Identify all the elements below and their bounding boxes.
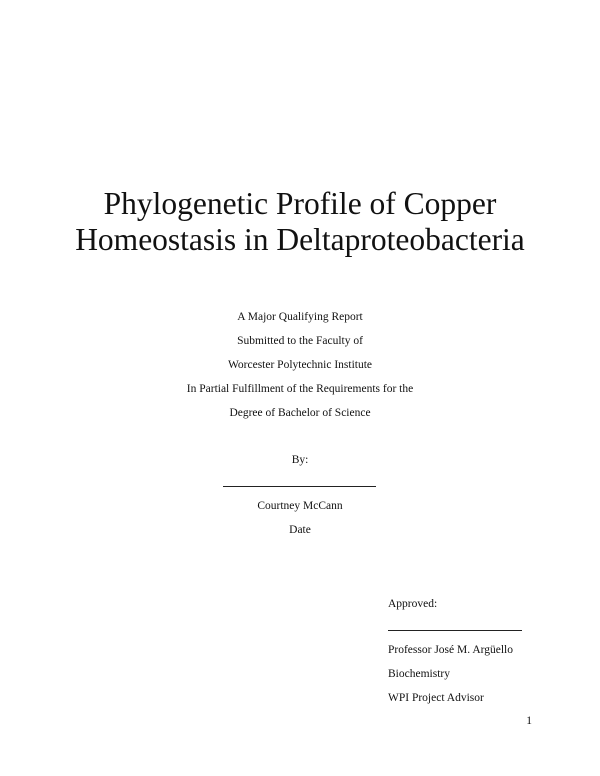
by-label: By: [291, 454, 309, 466]
date-label: Date [289, 524, 311, 536]
document-title [0, 186, 600, 258]
report-line: A Major Qualifying Report [237, 311, 363, 323]
title-line-2: Homeostasis in Deltaproteobacteria [75, 222, 525, 257]
report-description [0, 310, 600, 430]
author-name: Courtney McCann [257, 500, 343, 512]
advisor-block [388, 643, 513, 715]
advisor-name: Professor José M. Argüello [388, 644, 514, 656]
author-block [0, 499, 600, 547]
report-line: Worcester Polytechnic Institute [227, 359, 373, 371]
advisor-role: WPI Project Advisor [388, 692, 484, 704]
report-line: Degree of Bachelor of Science [229, 407, 371, 419]
report-line: In Partial Fulfillment of the Requirements for the [186, 383, 414, 395]
advisor-department: Biochemistry [388, 668, 450, 680]
author-signature-line [223, 486, 376, 487]
approval-block [388, 597, 437, 611]
advisor-signature-line [388, 630, 522, 631]
approved-label: Approved: [388, 598, 438, 610]
page-number: 1 [526, 715, 532, 727]
title-line-1: Phylogenetic Profile of Copper [103, 186, 497, 221]
report-line: Submitted to the Faculty of [237, 335, 363, 347]
